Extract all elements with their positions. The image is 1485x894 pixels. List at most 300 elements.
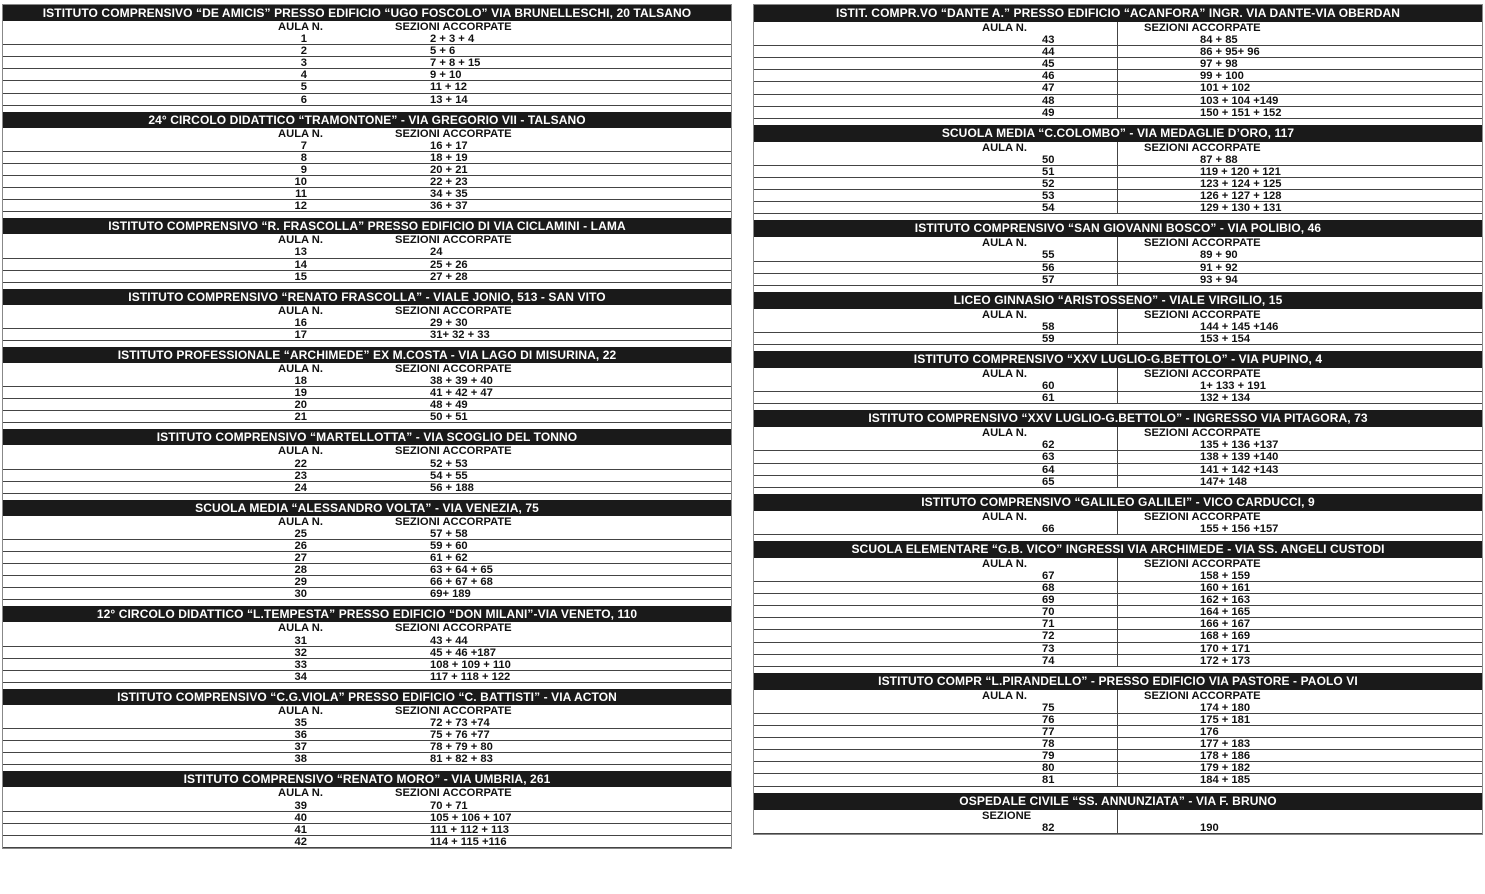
school-section [754, 292, 1482, 345]
sezioni-value: 174 + 180 [1200, 701, 1251, 714]
header-sezioni: SEZIONI ACCORPATE [1144, 237, 1261, 250]
sezioni-value: 48 + 49 [430, 399, 468, 412]
sezioni-value: 114 + 115 +116 [430, 835, 507, 848]
aula-number: 9 [300, 163, 307, 176]
school-section [3, 606, 731, 682]
sezioni-value: 176 [1200, 726, 1219, 739]
section-title: 12° CIRCOLO DIDATTICO “L.TEMPESTA” PRESSO EDIFICIO “DON MILANI”-VIA VENETO, 110 [3, 606, 731, 622]
aula-number: 28 [294, 564, 307, 577]
table-row [754, 392, 1482, 404]
aula-number: 6 [300, 93, 307, 106]
aula-number: 53 [754, 190, 1118, 201]
sezioni-value: 175 + 181 [1200, 713, 1251, 726]
sezioni-value: 178 + 186 [1200, 750, 1251, 763]
table-row [3, 659, 731, 671]
table-row [3, 375, 731, 387]
table-row [754, 750, 1482, 762]
table-row [3, 152, 731, 164]
sezioni-value: 155 + 156 +157 [1200, 522, 1279, 535]
table-row [3, 69, 731, 81]
header-aula: AULA N. [754, 22, 1118, 34]
sezioni-value: 81 + 82 + 83 [430, 753, 493, 766]
sezioni-value: 170 + 171 [1200, 642, 1251, 655]
header-sezioni: SEZIONI ACCORPATE [1144, 557, 1261, 570]
school-section [754, 220, 1482, 285]
table-row [754, 523, 1482, 535]
header-sezioni: SEZIONI ACCORPATE [1144, 689, 1261, 702]
header-sezioni: SEZIONI ACCORPATE [395, 445, 512, 458]
aula-number: 34 [294, 670, 307, 683]
aula-number: 4 [300, 69, 307, 82]
header-aula: AULA N. [754, 558, 1118, 570]
sezioni-value: 72 + 73 +74 [430, 717, 490, 730]
school-section [754, 793, 1482, 834]
aula-number: 44 [754, 46, 1118, 57]
aula-number: 67 [754, 570, 1118, 581]
column-header-row [3, 787, 731, 799]
table-row [3, 140, 731, 152]
table-row [3, 164, 731, 176]
sezioni-value: 141 + 142 +143 [1200, 463, 1279, 476]
left-column [2, 4, 732, 849]
table-row [3, 33, 731, 45]
sezioni-value: 190 [1200, 821, 1219, 834]
sezioni-value: 103 + 104 +149 [1200, 94, 1279, 107]
table-row [3, 200, 731, 212]
sezioni-value: 101 + 102 [1200, 82, 1251, 95]
table-row [754, 439, 1482, 451]
table-row [754, 726, 1482, 738]
section-title: ISTITUTO PROFESSIONALE “ARCHIMEDE” EX M.COSTA - VIA LAGO DI MISURINA, 22 [3, 347, 731, 363]
sezioni-value: 20 + 21 [430, 163, 468, 176]
column-header-row [754, 810, 1482, 822]
sezioni-value: 123 + 124 + 125 [1200, 178, 1282, 191]
header-sezioni: SEZIONI ACCORPATE [395, 362, 512, 375]
aula-number: 13 [294, 246, 307, 259]
header-aula: AULA N. [754, 427, 1118, 439]
aula-number: 47 [754, 82, 1118, 93]
table-row [3, 588, 731, 600]
table-row [3, 812, 731, 824]
sezioni-value: 75 + 76 +77 [430, 729, 490, 742]
column-header-row [754, 237, 1482, 249]
aula-number: 72 [754, 630, 1118, 641]
sezioni-value: 56 + 188 [430, 481, 474, 494]
sezioni-value: 18 + 19 [430, 151, 468, 164]
column-header-row [3, 705, 731, 717]
table-row [3, 81, 731, 93]
aula-number: 22 [294, 457, 307, 470]
header-sezioni: SEZIONI ACCORPATE [395, 234, 512, 247]
header-aula: AULA N. [278, 622, 323, 635]
column-header-row [754, 690, 1482, 702]
table-row [754, 655, 1482, 667]
aula-number: 58 [754, 321, 1118, 332]
sezioni-value: 57 + 58 [430, 527, 468, 540]
table-row [754, 34, 1482, 46]
aula-number: 15 [294, 270, 307, 283]
sezioni-value: 164 + 165 [1200, 606, 1251, 619]
table-row [754, 274, 1482, 286]
school-section [3, 218, 731, 282]
sezioni-value: 129 + 130 + 131 [1200, 202, 1282, 215]
column-header-row [754, 427, 1482, 439]
table-row [3, 387, 731, 399]
aula-number: 19 [294, 387, 307, 400]
aula-number: 49 [754, 107, 1118, 118]
table-row [3, 259, 731, 271]
table-row [754, 774, 1482, 786]
sezioni-value: 43 + 44 [430, 634, 468, 647]
sezioni-value: 158 + 159 [1200, 570, 1251, 582]
section-title: 24° CIRCOLO DIDATTICO “TRAMONTONE” - VIA GREGORIO VII - TALSANO [3, 112, 731, 128]
column-header-row [754, 22, 1482, 34]
section-title: SCUOLA MEDIA “C.COLOMBO” - VIA MEDAGLIE D’ORO, 117 [754, 125, 1482, 142]
header-sezioni: SEZIONI ACCORPATE [1144, 510, 1261, 523]
sezioni-value: 34 + 35 [430, 188, 468, 201]
aula-number: 31 [294, 634, 307, 647]
aula-number: 2 [300, 45, 307, 58]
school-section [3, 500, 731, 601]
sezioni-value: 78 + 79 + 80 [430, 741, 493, 754]
table-row [754, 95, 1482, 107]
aula-number: 69 [754, 594, 1118, 605]
header-sezioni: SEZIONI ACCORPATE [395, 622, 512, 635]
section-title: SCUOLA MEDIA “ALESSANDRO VOLTA” - VIA VENEZIA, 75 [3, 500, 731, 516]
table-row [754, 202, 1482, 214]
header-aula: AULA N. [754, 142, 1118, 154]
table-row [754, 178, 1482, 190]
aula-number: 29 [294, 576, 307, 589]
header-aula: AULA N. [278, 445, 323, 458]
table-row [3, 470, 731, 482]
aula-number: 71 [754, 618, 1118, 629]
header-aula: AULA N. [754, 690, 1118, 702]
aula-number: 48 [754, 95, 1118, 106]
table-row [754, 321, 1482, 333]
sezioni-value: 61 + 62 [430, 552, 468, 565]
table-row [754, 570, 1482, 582]
school-section [754, 541, 1482, 667]
aula-number: 20 [294, 399, 307, 412]
column-header-row [3, 363, 731, 375]
aula-number: 62 [754, 439, 1118, 450]
sezioni-value: 27 + 28 [430, 270, 468, 283]
header-aula: AULA N. [278, 362, 323, 375]
sezioni-value: 50 + 51 [430, 411, 468, 424]
table-row [3, 399, 731, 411]
header-aula: AULA N. [754, 237, 1118, 249]
table-row [3, 717, 731, 729]
sezioni-value: 29 + 30 [430, 316, 468, 329]
aula-number: 25 [294, 527, 307, 540]
sezioni-value: 52 + 53 [430, 457, 468, 470]
sezioni-value: 31+ 32 + 33 [430, 328, 490, 341]
table-row [754, 107, 1482, 119]
table-row [754, 333, 1482, 345]
sezioni-value: 153 + 154 [1200, 332, 1251, 345]
aula-number: 61 [754, 392, 1118, 403]
header-aula: AULA N. [278, 515, 323, 528]
table-row [3, 836, 731, 848]
sezioni-value: 144 + 145 +146 [1200, 320, 1279, 333]
sezioni-value: 179 + 182 [1200, 762, 1251, 775]
aula-number: 8 [300, 151, 307, 164]
sezioni-value: 150 + 151 + 152 [1200, 106, 1282, 119]
header-sezioni: SEZIONI ACCORPATE [395, 21, 512, 33]
aula-number: 74 [754, 655, 1118, 666]
aula-number: 77 [754, 726, 1118, 737]
sezioni-value: 41 + 42 + 47 [430, 387, 493, 400]
section-title: SCUOLA ELEMENTARE “G.B. VICO” INGRESSI VIA ARCHIMEDE - VIA SS. ANGELI CUSTODI [754, 541, 1482, 558]
school-section [3, 347, 731, 423]
table-row [3, 188, 731, 200]
sezioni-value: 177 + 183 [1200, 738, 1251, 751]
sezioni-value: 117 + 118 + 122 [430, 670, 511, 683]
school-section [3, 112, 731, 213]
aula-number: 52 [754, 178, 1118, 189]
aula-number: 30 [294, 588, 307, 601]
aula-number: 73 [754, 643, 1118, 654]
school-section [754, 351, 1482, 404]
aula-number: 42 [294, 835, 307, 848]
sezioni-value: 13 + 14 [430, 93, 468, 106]
table-row [754, 822, 1482, 834]
header-sezioni: SEZIONI ACCORPATE [395, 304, 512, 317]
aula-number: 16 [294, 316, 307, 329]
table-row [3, 176, 731, 188]
sezioni-value: 91 + 92 [1200, 261, 1238, 274]
aula-number: 59 [754, 333, 1118, 344]
sezioni-value: 111 + 112 + 113 [430, 823, 510, 836]
aula-number: 35 [294, 717, 307, 730]
aula-number: 26 [294, 540, 307, 552]
table-row [754, 451, 1482, 463]
sezioni-value: 172 + 173 [1200, 654, 1251, 667]
school-section [3, 771, 731, 847]
table-row [754, 190, 1482, 202]
section-title: ISTITUTO COMPRENSIVO “RENATO MORO” - VIA UMBRIA, 261 [3, 771, 731, 787]
sezioni-value: 87 + 88 [1200, 153, 1238, 166]
aula-number: 27 [294, 552, 307, 565]
aula-number: 41 [294, 823, 307, 836]
aula-number: 76 [754, 714, 1118, 725]
aula-number: 32 [294, 646, 307, 659]
aula-number: 17 [294, 328, 307, 341]
sezioni-value: 105 + 106 + 107 [430, 811, 512, 824]
sezioni-value: 135 + 136 +137 [1200, 439, 1279, 452]
header-aula: AULA N. [754, 309, 1118, 321]
section-title: LICEO GINNASIO “ARISTOSSENO” - VIALE VIRGILIO, 15 [754, 292, 1482, 309]
column-header-row [754, 309, 1482, 321]
header-sezioni: SEZIONI ACCORPATE [1144, 308, 1261, 321]
sezioni-value: 184 + 185 [1200, 774, 1251, 787]
table-row [3, 671, 731, 683]
column-header-row [754, 142, 1482, 154]
sezioni-value: 45 + 46 +187 [430, 646, 496, 659]
table-row [754, 738, 1482, 750]
aula-number: 65 [754, 476, 1118, 487]
table-row [754, 262, 1482, 274]
header-aula: SEZIONE [754, 810, 1118, 822]
aula-number: 57 [754, 274, 1118, 285]
column-header-row [3, 128, 731, 140]
header-aula: AULA N. [278, 704, 323, 717]
aula-number: 46 [754, 70, 1118, 81]
aula-number: 81 [754, 774, 1118, 785]
column-header-row [3, 445, 731, 457]
sezioni-value: 7 + 8 + 15 [430, 57, 481, 70]
table-row [754, 762, 1482, 774]
section-title: ISTITUTO COMPRENSIVO “XXV LUGLIO-G.BETTOLO” - VIA PUPINO, 4 [754, 351, 1482, 368]
school-section [754, 673, 1482, 787]
sezioni-value: 16 + 17 [430, 139, 468, 152]
header-aula: AULA N. [278, 304, 323, 317]
header-sezioni: SEZIONI ACCORPATE [395, 704, 512, 717]
section-title: ISTIT. COMPR.VO “DANTE A.” PRESSO EDIFICIO “ACANFORA” INGR. VIA DANTE-VIA OBERDAN [754, 5, 1482, 22]
aula-number: 64 [754, 464, 1118, 475]
school-section [754, 125, 1482, 215]
aula-number: 68 [754, 582, 1118, 593]
aula-number: 43 [754, 34, 1118, 45]
sezioni-value: 54 + 55 [430, 469, 468, 482]
aula-number: 54 [754, 202, 1118, 213]
aula-number: 1 [300, 33, 307, 46]
table-row [754, 154, 1482, 166]
table-row [3, 411, 731, 423]
header-aula: AULA N. [278, 127, 323, 140]
sezioni-value: 70 + 71 [430, 799, 468, 812]
table-row [3, 729, 731, 741]
header-sezioni: SEZIONI ACCORPATE [1144, 141, 1261, 154]
aula-number: 40 [294, 811, 307, 824]
school-section [754, 494, 1482, 535]
aula-number: 75 [754, 702, 1118, 713]
table-row [754, 166, 1482, 178]
column-header-row [3, 234, 731, 246]
table-row [3, 246, 731, 258]
sezioni-value: 162 + 163 [1200, 594, 1251, 607]
table-row [754, 643, 1482, 655]
section-title: ISTITUTO COMPRENSIVO “C.G.VIOLA” PRESSO EDIFICIO “C. BATTISTI” - VIA ACTON [3, 689, 731, 705]
table-row [754, 82, 1482, 94]
sezioni-value: 1+ 133 + 191 [1200, 380, 1266, 393]
aula-number: 23 [294, 469, 307, 482]
table-row [754, 618, 1482, 630]
aula-number: 7 [300, 139, 307, 152]
table-row [3, 741, 731, 753]
sezioni-value: 84 + 85 [1200, 34, 1238, 47]
sezioni-value: 63 + 64 + 65 [430, 564, 493, 577]
school-section [3, 289, 731, 341]
table-row [754, 58, 1482, 70]
sezioni-value: 89 + 90 [1200, 249, 1238, 262]
aula-number: 14 [294, 258, 307, 271]
sezioni-value: 22 + 23 [430, 176, 468, 189]
sezioni-value: 69+ 189 [430, 588, 471, 601]
aula-number: 66 [754, 523, 1118, 534]
table-row [754, 582, 1482, 594]
table-row [754, 630, 1482, 642]
header-aula: AULA N. [754, 368, 1118, 380]
sezioni-value: 5 + 6 [430, 45, 456, 58]
aula-number: 21 [294, 411, 307, 424]
header-sezioni: SEZIONI ACCORPATE [1144, 427, 1261, 440]
aula-number: 45 [754, 58, 1118, 69]
aula-number: 11 [295, 188, 307, 201]
sezioni-value: 168 + 169 [1200, 630, 1251, 643]
sezioni-value: 25 + 26 [430, 258, 468, 271]
aula-number: 10 [294, 176, 307, 189]
header-sezioni: SEZIONI ACCORPATE [395, 515, 512, 528]
header-aula: AULA N. [278, 21, 323, 33]
table-row [3, 564, 731, 576]
sezioni-value: 97 + 98 [1200, 58, 1238, 71]
table-row [754, 46, 1482, 58]
table-row [3, 800, 731, 812]
sezioni-value: 59 + 60 [430, 540, 468, 552]
sezioni-value: 11 + 12 [430, 81, 468, 94]
table-row [754, 249, 1482, 261]
section-title: ISTITUTO COMPRENSIVO “SAN GIOVANNI BOSCO” - VIA POLIBIO, 46 [754, 220, 1482, 237]
aula-number: 51 [754, 166, 1118, 177]
sezioni-value: 126 + 127 + 128 [1200, 190, 1282, 203]
aula-number: 82 [754, 822, 1118, 833]
sezioni-value: 119 + 120 + 121 [1200, 165, 1281, 178]
aula-number: 63 [754, 451, 1118, 462]
aula-number: 60 [754, 380, 1118, 391]
header-aula: AULA N. [278, 787, 323, 800]
school-section [3, 5, 731, 106]
table-row [3, 647, 731, 659]
sezioni-value: 86 + 95+ 96 [1200, 46, 1260, 59]
header-sezioni: SEZIONI ACCORPATE [1144, 22, 1261, 34]
aula-number: 56 [754, 262, 1118, 273]
sezioni-value: 36 + 37 [430, 200, 468, 213]
school-section [3, 429, 731, 493]
section-title: ISTITUTO COMPRENSIVO “RENATO FRASCOLLA” - VIALE JONIO, 513 - SAN VITO [3, 289, 731, 305]
aula-number: 78 [754, 738, 1118, 749]
aula-number: 37 [294, 741, 307, 754]
column-header-row [3, 622, 731, 634]
aula-number: 18 [294, 375, 307, 388]
table-row [3, 552, 731, 564]
aula-number: 36 [294, 729, 307, 742]
aula-number: 70 [754, 606, 1118, 617]
aula-number: 39 [294, 799, 307, 812]
aula-number: 12 [294, 200, 307, 213]
sezioni-value: 24 [430, 246, 443, 259]
table-row [754, 464, 1482, 476]
header-aula: AULA N. [754, 511, 1118, 523]
section-title: ISTITUTO COMPRENSIVO “MARTELLOTTA” - VIA SCOGLIO DEL TONNO [3, 429, 731, 445]
sezioni-value: 93 + 94 [1200, 273, 1238, 286]
section-title: ISTITUTO COMPRENSIVO “R. FRASCOLLA” PRESSO EDIFICIO DI VIA CICLAMINI - LAMA [3, 218, 731, 234]
school-section [3, 689, 731, 765]
table-row [754, 702, 1482, 714]
sezioni-value: 66 + 67 + 68 [430, 576, 493, 589]
table-row [754, 380, 1482, 392]
section-title: ISTITUTO COMPRENSIVO “XXV LUGLIO-G.BETTOLO” - INGRESSO VIA PITAGORA, 73 [754, 410, 1482, 427]
table-row [3, 540, 731, 552]
aula-number: 79 [754, 750, 1118, 761]
column-header-row [3, 305, 731, 317]
table-row [754, 70, 1482, 82]
table-row [3, 824, 731, 836]
header-sezioni: SEZIONI ACCORPATE [395, 127, 512, 140]
aula-number: 3 [300, 57, 307, 70]
column-header-row [754, 368, 1482, 380]
